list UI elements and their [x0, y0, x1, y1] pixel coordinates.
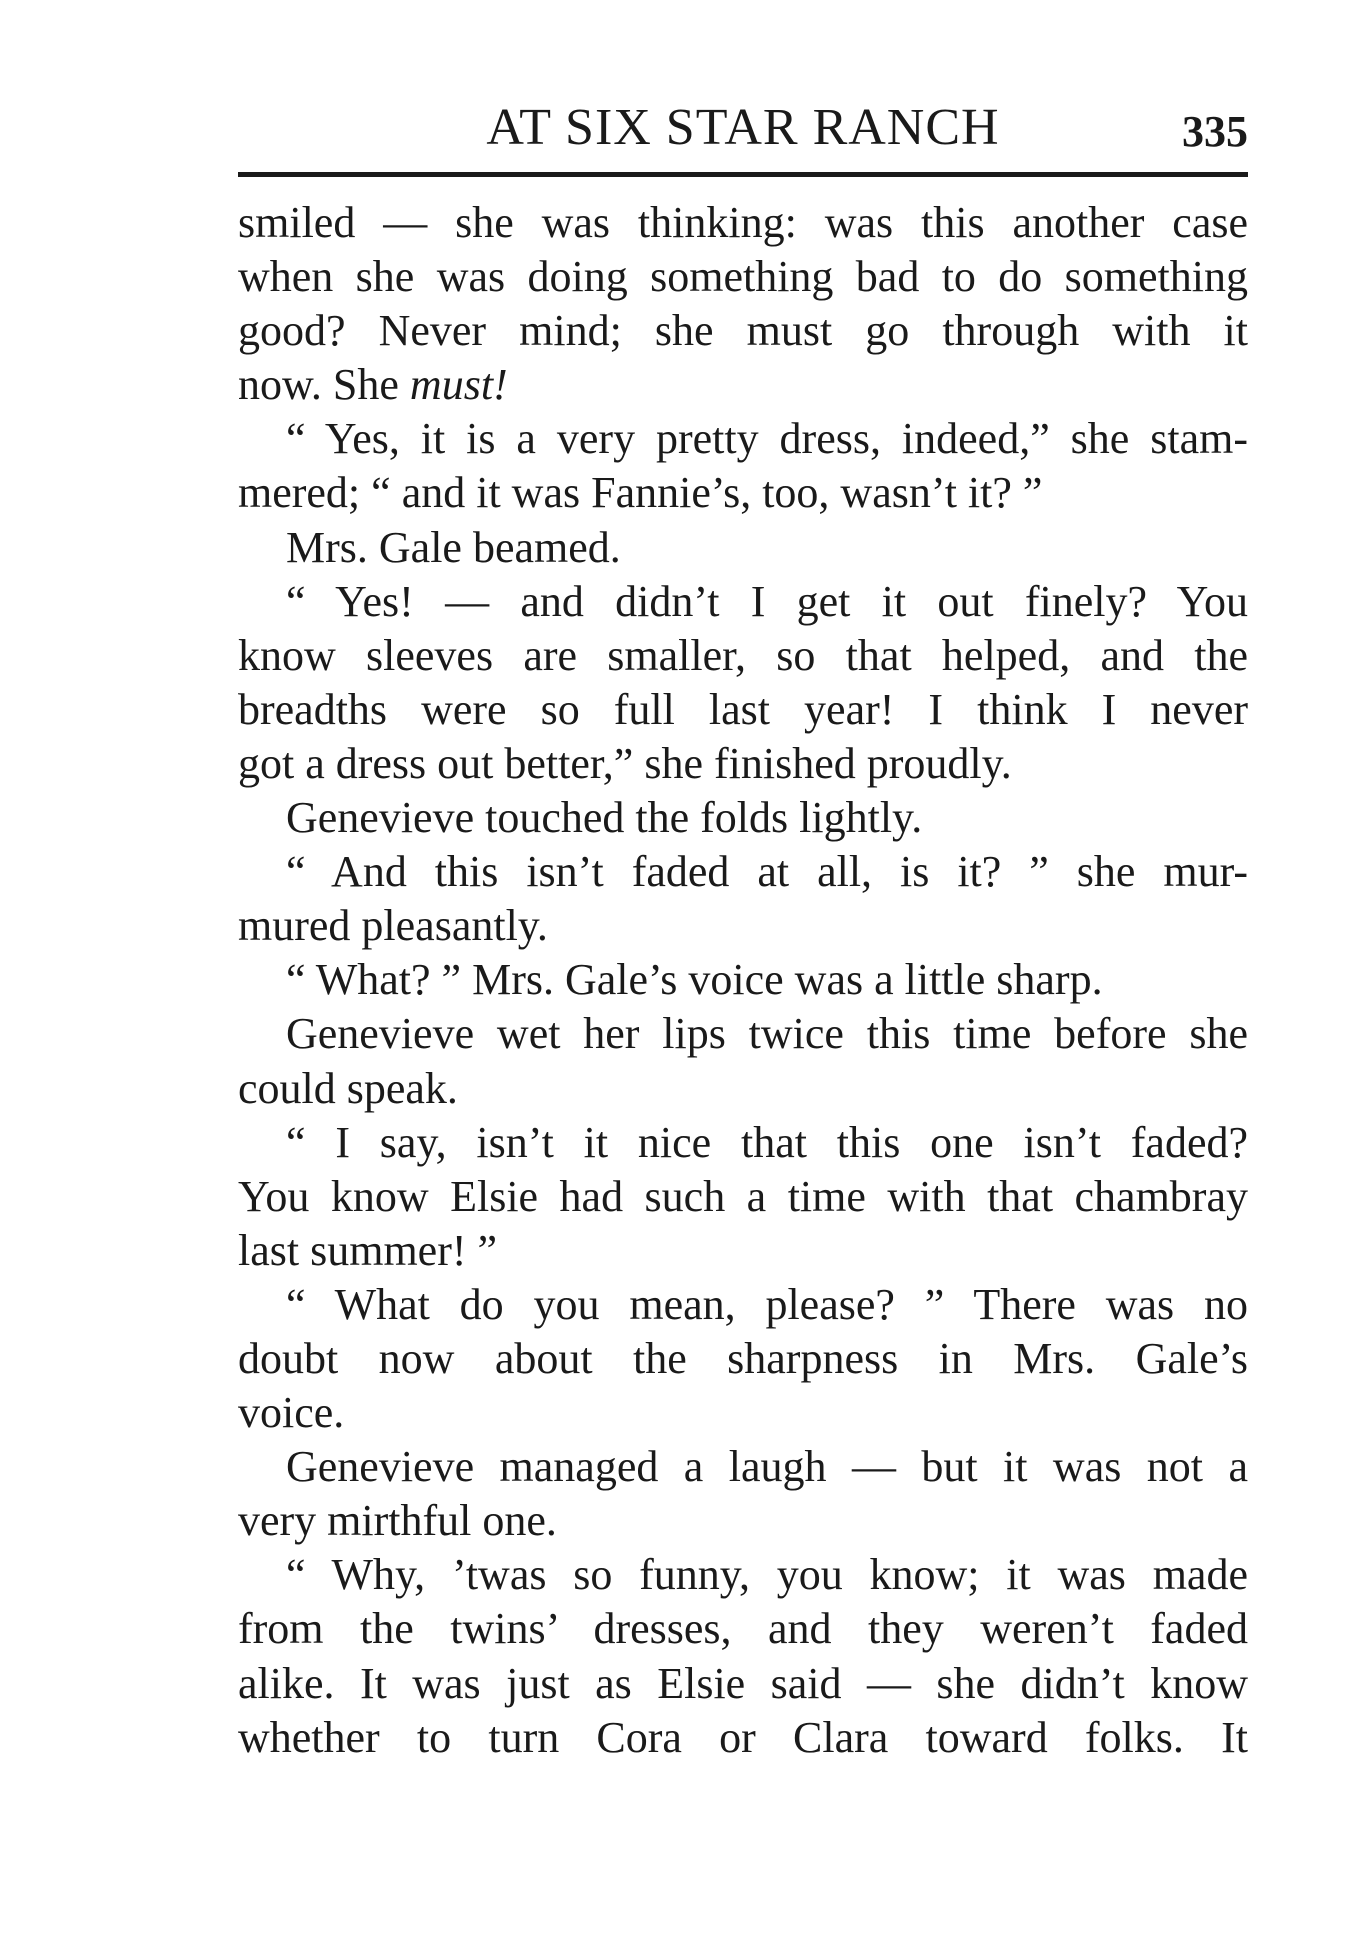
text-line: from the twins’ dresses, and they weren’t faded [238, 1604, 1248, 1654]
body-text [238, 196, 1248, 1765]
text-line: when she was doing something bad to do something [238, 252, 1248, 302]
text-line: “ Yes! — and didn’t I get it out finely? You [286, 576, 1248, 626]
text-line: “ I say, isn’t it nice that this one isn’t faded? [286, 1117, 1248, 1167]
text-line: You know Elsie had such a time with that chambray [238, 1171, 1248, 1221]
text-line: Genevieve touched the folds lightly. [286, 793, 923, 843]
running-title: AT SIX STAR RANCH [486, 99, 1000, 156]
text-line: Genevieve wet her lips twice this time before she [286, 1009, 1248, 1059]
text-fragment: now. She [238, 360, 399, 410]
text-line: smiled — she was thinking: was this another case [238, 198, 1248, 247]
text-line: last summer! ” [238, 1225, 498, 1275]
text-line: know sleeves are smaller, so that helped, and the [238, 630, 1248, 680]
text-line: “ Yes, it is a very pretty dress, indeed,” she stam- [286, 414, 1248, 464]
text-line: “ What? ” Mrs. Gale’s voice was a little sharp. [286, 955, 1103, 1005]
text-line: “ Why, ’twas so funny, you know; it was made [286, 1550, 1248, 1600]
text-line: “ And this isn’t faded at all, is it? ” she mur- [286, 847, 1248, 897]
text-line: very mirthful one. [238, 1496, 557, 1546]
text-line: Genevieve managed a laugh — but it was not a [286, 1442, 1248, 1492]
page-number: 335 [1182, 107, 1248, 156]
text-line: breadths were so full last year! I think I never [238, 684, 1248, 734]
text-line: mered; “ and it was Fannie’s, too, wasn’t it? ” [238, 468, 1043, 518]
text-line: doubt now about the sharpness in Mrs. Gale’s [238, 1333, 1248, 1383]
text-line: could speak. [238, 1063, 458, 1113]
text-line: mured pleasantly. [238, 901, 548, 951]
emphasis-text: must! [409, 360, 508, 410]
text-line: got a dress out better,” she finished proudly. [238, 738, 1012, 788]
text-line: alike. It was just as Elsie said — she didn’t know [238, 1658, 1248, 1708]
text-line: Mrs. Gale beamed. [286, 522, 621, 572]
page-header [238, 92, 1248, 172]
text-line: whether to turn Cora or Clara toward folks. It [238, 1712, 1248, 1762]
text-line: “ What do you mean, please? ” There was no [286, 1279, 1248, 1329]
header-rule [238, 172, 1248, 177]
text-line [238, 358, 1248, 412]
text-line: voice. [238, 1388, 345, 1438]
text-line: good? Never mind; she must go through with it [238, 306, 1248, 356]
